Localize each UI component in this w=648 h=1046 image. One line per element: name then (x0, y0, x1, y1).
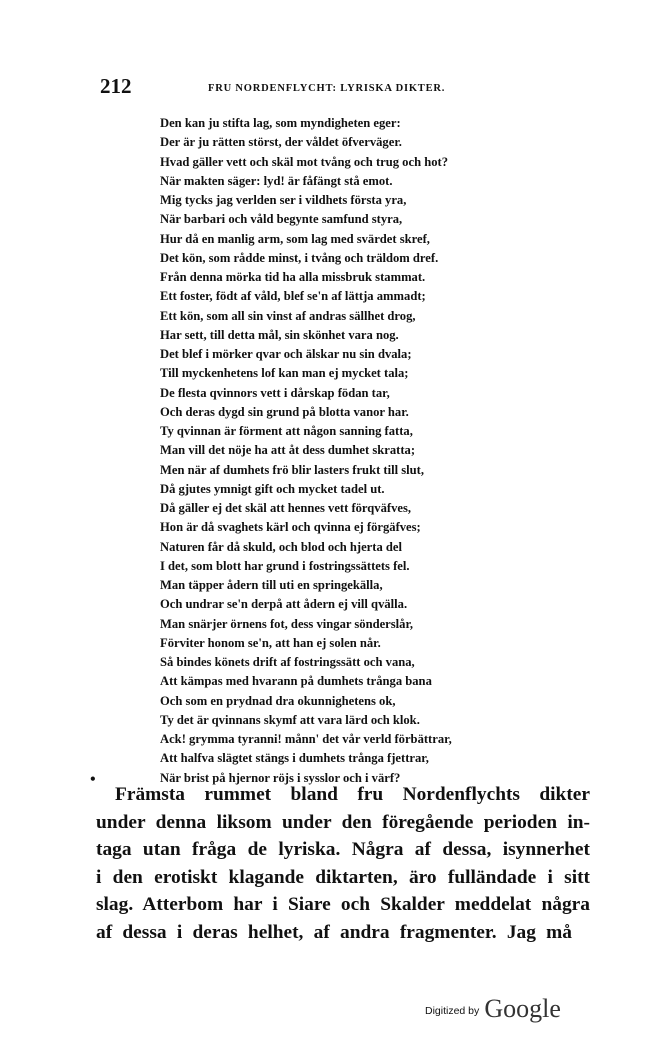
digitized-footer (425, 994, 625, 1030)
poem-line: Det blef i mörker qvar och älskar nu sin dvala; (160, 347, 412, 361)
poem-line: I det, som blott har grund i fostringssättets fel. (160, 558, 410, 573)
poem-line: Från denna mörka tid ha alla missbruk stammat. (160, 270, 426, 284)
poem-line: Men när af dumhets frö blir lasters frukt till slut, (160, 462, 424, 477)
prose-paragraph (96, 781, 590, 947)
poem-line: Och som en prydnad dra okunnighetens ok, (160, 693, 396, 708)
poem-line: Att kämpas med hvarann på dumhets trånga bana (160, 674, 432, 689)
poem-line: Ett kön, som all sin vinst af andras sällhet drog, (160, 308, 416, 323)
poem-line: Då gäller ej det skäl att hennes vett förqväfves, (160, 501, 412, 515)
poem-line: Och deras dygd sin grund på blotta vanor har. (160, 404, 409, 419)
prose-line: i den erotiskt klagande diktarten, äro fulländade i sitt (96, 866, 590, 888)
poem-line: Så bindes könets drift af fostringssätt och vana, (160, 655, 415, 669)
poem-line: Man täpper ådern till uti en springekälla, (160, 578, 383, 592)
poem-line: Har sett, till detta mål, sin skönhet vara nog. (160, 327, 399, 342)
poem-line: När makten säger: lyd! är fåfängt stå emot. (160, 173, 393, 188)
poem-line: Förviter honom se'n, att han ej solen når. (160, 635, 381, 650)
poem-line: Der är ju rätten störst, der våldet öfverväger. (160, 135, 402, 150)
prose-line: af dessa i deras helhet, af andra fragmenter. Jag må (96, 921, 572, 943)
poem-line: Ack! grymma tyranni! månn' det vår verld förbättrar, (160, 732, 452, 746)
poem-line: Naturen får då skuld, och blod och hjerta del (160, 539, 402, 554)
prose-line: Främsta rummet bland fru Nordenflychts dikter (115, 784, 590, 805)
prose-line: taga utan fråga de lyriska. Några af dessa, isynnerhet (96, 839, 590, 861)
poem-line: Då gjutes ymnigt gift och mycket tadel ut. (160, 481, 385, 496)
digitized-label: Digitized by (425, 1005, 480, 1017)
poem-line: Man vill det nöje ha att åt dess dumhet skratta; (160, 443, 416, 458)
poem-line: Hvad gäller vett och skäl mot tvång och trug och hot? (160, 154, 449, 169)
poem-line: Att halfva slägtet stängs i dumhets trånga fjettrar, (160, 751, 429, 766)
poem-line: När brist på hjernor röjs i sysslor och i värf? (160, 770, 401, 785)
poem-line: De flesta qvinnors vett i dårskap födan tar, (160, 385, 390, 400)
page-number: 212 (100, 74, 132, 98)
running-title: FRU NORDENFLYCHT: LYRISKA DIKTER. (208, 83, 446, 94)
poem-line: Ty det är qvinnans skymf att vara lärd och klok. (160, 712, 420, 727)
poem-line: Till myckenhetens lof kan man ej mycket tala; (160, 366, 409, 381)
poem-line: Och undrar se'n derpå att ådern ej vill qvälla. (160, 597, 408, 612)
poem-block (160, 114, 540, 788)
prose-line: under denna liksom under den föregående perioden in- (96, 811, 590, 833)
poem-line: Ett foster, födt af våld, blef se'n af lättja ammadt; (160, 289, 426, 304)
poem-line: Det kön, som rådde minst, i tvång och träldom dref. (160, 250, 439, 265)
google-logo: Google (484, 994, 561, 1023)
page-header (0, 74, 648, 104)
margin-mark: • (89, 772, 97, 786)
poem-line: Hon är då svaghets kärl och qvinna ej förgäfves; (160, 520, 421, 535)
prose-line: slag. Atterbom har i Siare och Skalder meddelat några (96, 894, 590, 916)
poem-line: Man snärjer örnens fot, dess vingar sönderslår, (160, 616, 414, 631)
poem-line: Ty qvinnan är förment att någon sanning fatta, (160, 424, 413, 438)
poem-line: När barbari och våld begynte samfund styra, (160, 212, 403, 227)
poem-line: Hur då en manlig arm, som lag med svärdet skref, (160, 231, 430, 246)
poem-line: Den kan ju stifta lag, som myndigheten eger: (160, 116, 401, 130)
poem-line: Mig tycks jag verlden ser i vildhets första yra, (160, 193, 407, 207)
